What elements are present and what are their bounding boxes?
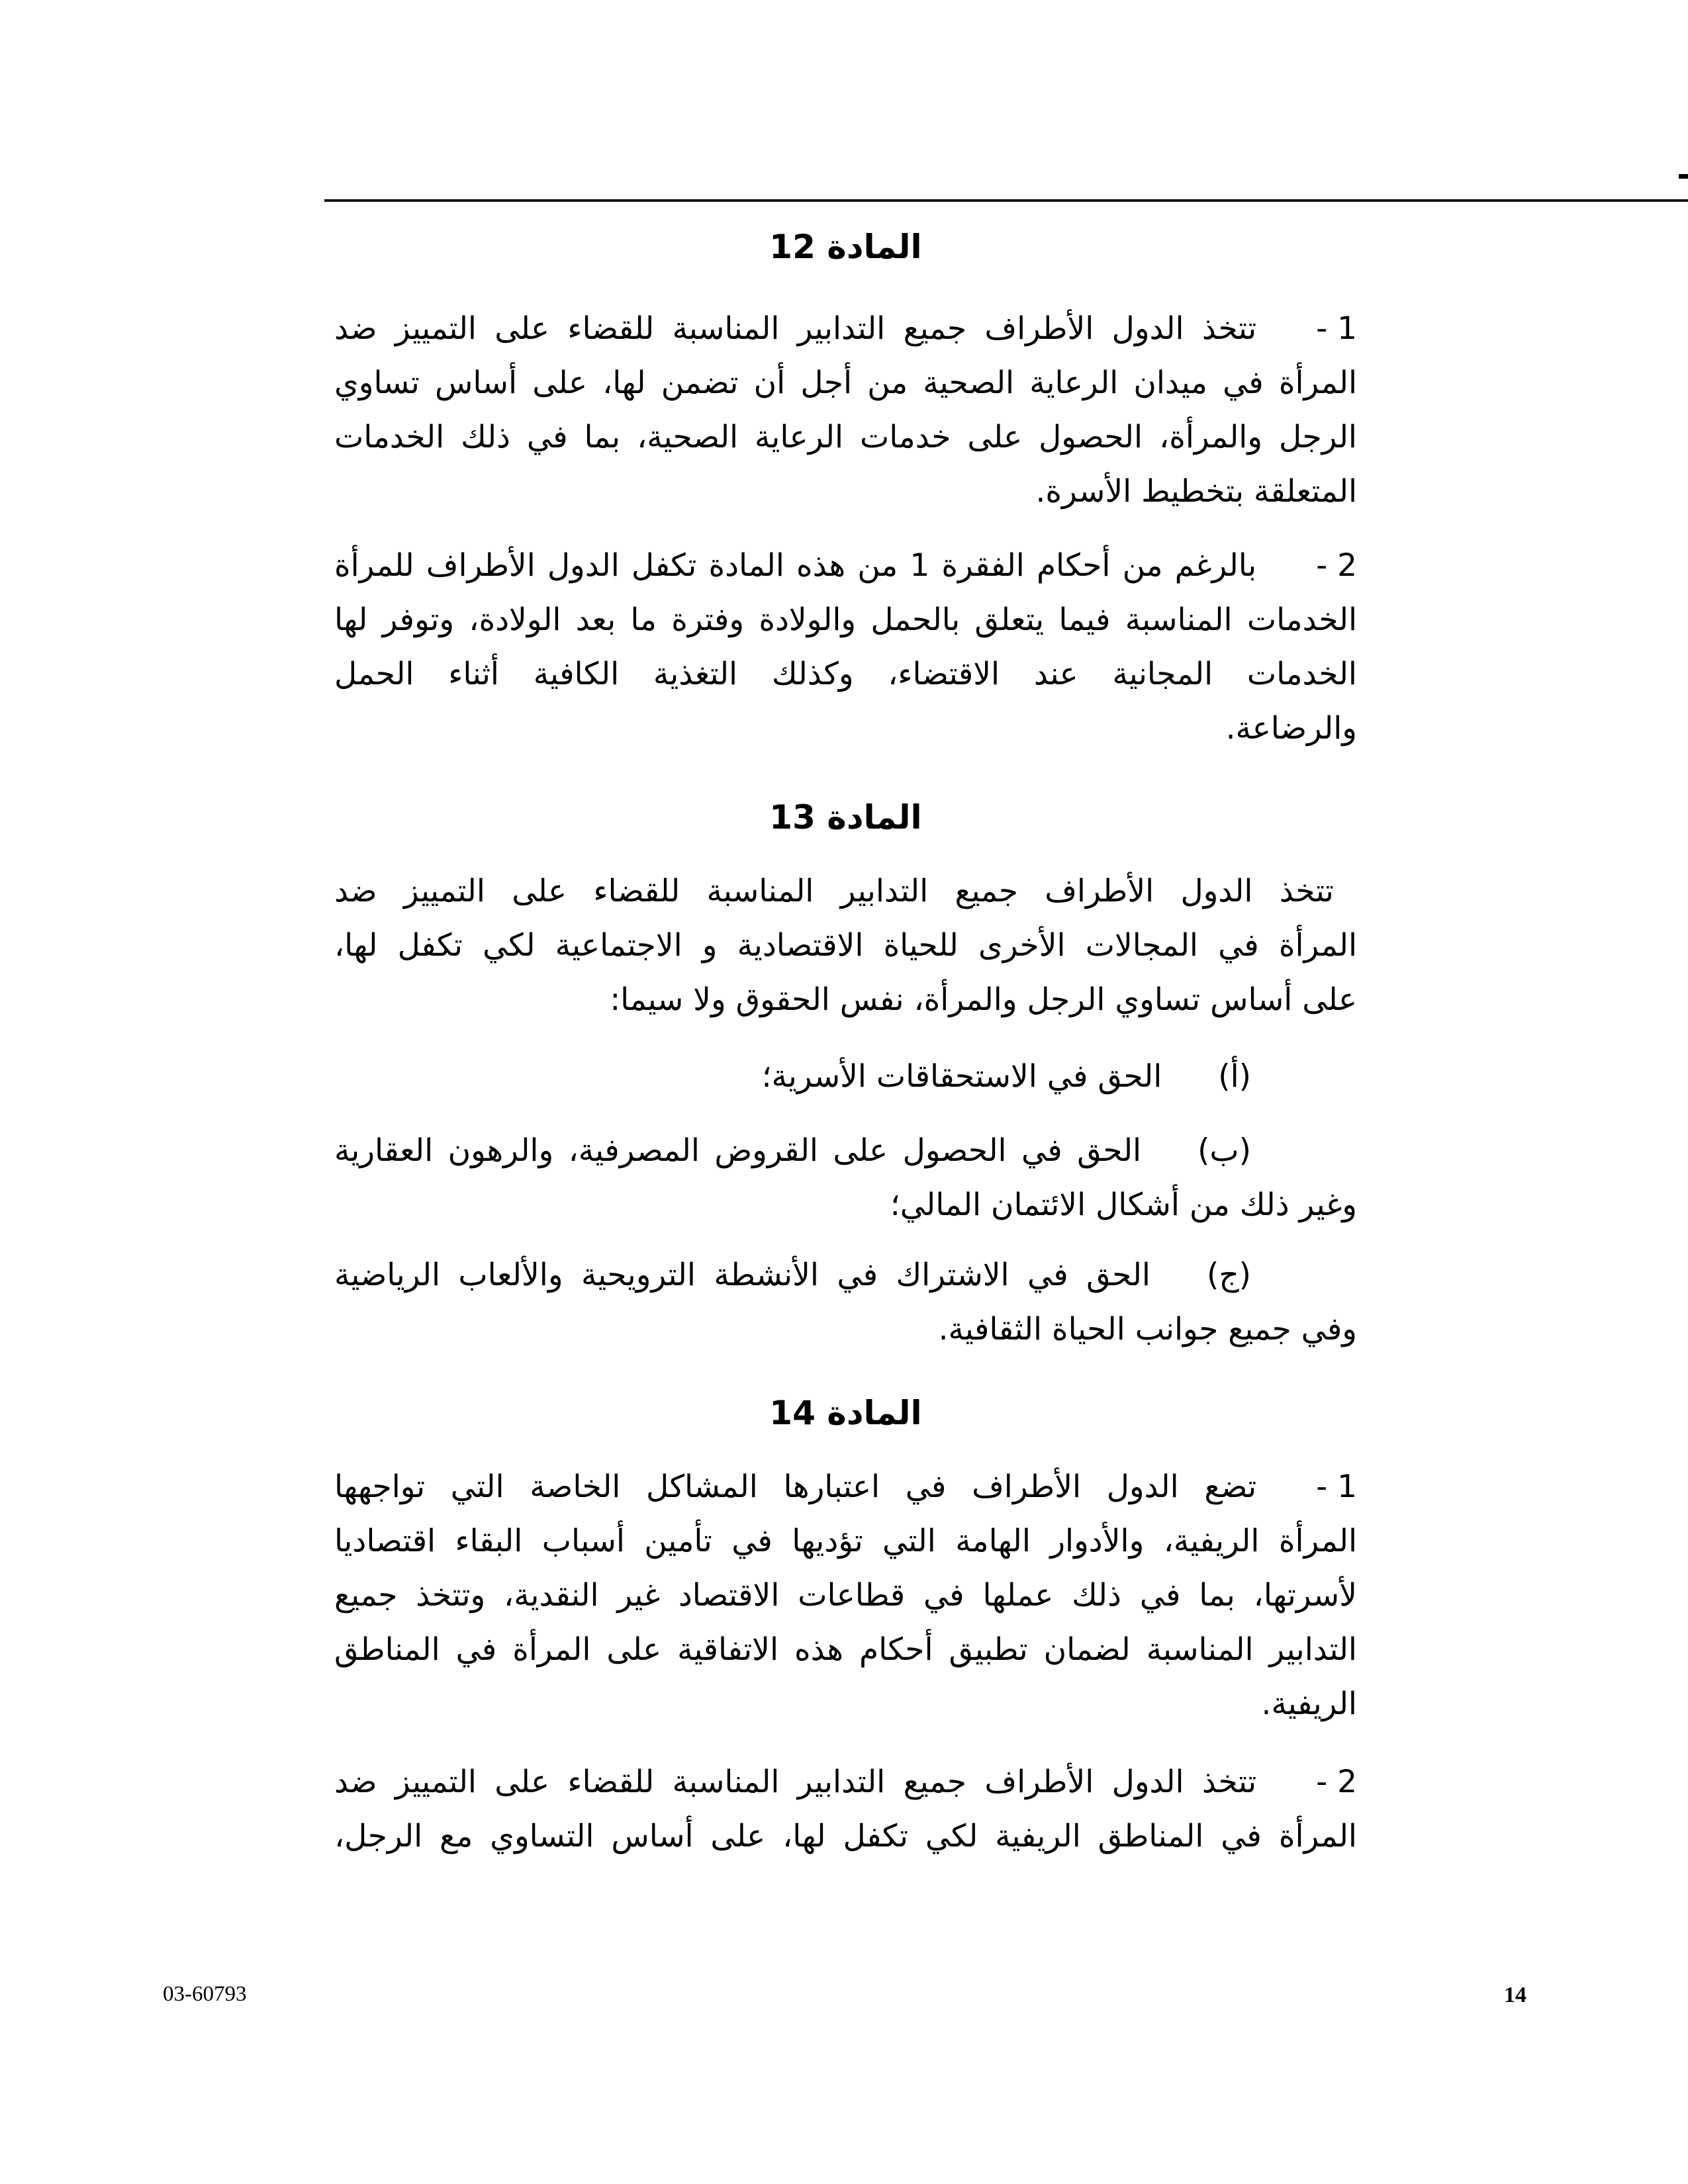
paragraph-line: الخدمات المجانية عند الاقتضاء، وكذلك التغذية الكافية أثناء الحمل: [334, 656, 1357, 692]
paragraph-line: المتعلقة بتخطيط الأسرة.: [1035, 473, 1357, 510]
paragraph-line: الرجل والمرأة، الحصول على خدمات الرعاية الصحية، بما في ذلك الخدمات: [334, 419, 1357, 455]
article-12-paragraph-1: [334, 302, 1357, 519]
list-item-line: [334, 1124, 1357, 1178]
article-12-paragraph-2: [334, 539, 1357, 756]
article-13-item-a: [334, 1050, 1357, 1104]
list-item-marker: (ب): [1197, 1132, 1251, 1169]
paragraph-line: على أساس تساوي الرجل والمرأة، نفس الحقوق ولا سيما:: [610, 981, 1357, 1018]
paragraph-number: 1 -: [1316, 310, 1357, 347]
paragraph-number: 2 -: [1316, 1764, 1357, 1800]
footer-document-symbol: 03-60793: [163, 1982, 247, 2006]
paragraph-line: المرأة الريفية، والأدوار الهامة التي تؤديها في تأمين أسباب البقاء اقتصاديا: [334, 1523, 1357, 1559]
paragraph-number: 2 -: [1316, 547, 1357, 584]
footer-page-number: 14: [1504, 1983, 1526, 2007]
list-item-line: [334, 1248, 1357, 1302]
paragraph-line: لأسرتها، بما في ذلك عملها في قطاعات الاقتصاد غير النقدية، وتتخذ جميع: [334, 1577, 1357, 1614]
list-item-text: الحق في الحصول على القروض المصرفية، والرهون العقارية: [334, 1132, 1142, 1169]
article-13-item-b: [334, 1124, 1357, 1232]
paragraph-line: والرضاعة.: [1225, 710, 1357, 747]
article-13-item-c: [334, 1248, 1357, 1357]
paragraph-line: الريفية.: [1261, 1686, 1357, 1722]
paragraph-line: المرأة في المناطق الريفية لكي تكفل لها، على أساس التساوي مع الرجل،: [334, 1818, 1357, 1854]
paragraph-line: [334, 1460, 1357, 1514]
article-14-paragraph-2: [334, 1755, 1357, 1864]
paragraph-line: تتخذ الدول الأطراف جميع التدابير المناسبة للقضاء على التمييز ضد: [334, 873, 1334, 909]
article-13-title: المادة 13: [769, 798, 922, 837]
paragraph-line: [334, 1755, 1357, 1809]
paragraph-line: المرأة في ميدان الرعاية الصحية من أجل أن تضمن لها، على أساس تساوي: [334, 365, 1357, 401]
article-14-paragraph-1: [334, 1460, 1357, 1731]
list-item-line: [334, 1050, 1357, 1104]
top-right-dash-mark: [1679, 174, 1688, 179]
list-item-text: الحق في الاستحقاقات الأسرية؛: [761, 1058, 1162, 1095]
article-13-intro: [334, 864, 1357, 1027]
article-12-title: المادة 12: [769, 228, 922, 266]
list-item-marker: (ج): [1206, 1257, 1251, 1293]
document-body: [334, 0, 1357, 1864]
paragraph-number: 1 -: [1316, 1469, 1357, 1505]
paragraph-line: الخدمات المناسبة فيما يتعلق بالحمل والولادة وفترة ما بعد الولادة، وتوفر لها: [334, 602, 1357, 638]
list-item-text: الحق في الاشتراك في الأنشطة الترويحية والألعاب الرياضية: [334, 1257, 1150, 1293]
paragraph-line: المرأة في المجالات الأخرى للحياة الاقتصادية و الاجتماعية لكي تكفل لها،: [334, 927, 1357, 964]
paragraph-text: تتخذ الدول الأطراف جميع التدابير المناسبة للقضاء على التمييز ضد: [334, 1764, 1257, 1800]
paragraph-line: [334, 302, 1357, 356]
list-item-line: وفي جميع جوانب الحياة الثقافية.: [938, 1311, 1357, 1347]
list-item-marker: (أ): [1218, 1058, 1251, 1095]
paragraph-text: تضع الدول الأطراف في اعتبارها المشاكل الخاصة التي تواجهها: [334, 1469, 1257, 1505]
paragraph-text: تتخذ الدول الأطراف جميع التدابير المناسبة للقضاء على التمييز ضد: [334, 310, 1257, 347]
article-14-title: المادة 14: [769, 1394, 922, 1432]
paragraph-line: التدابير المناسبة لضمان تطبيق أحكام هذه الاتفاقية على المرأة في المناطق: [334, 1631, 1357, 1668]
paragraph-line: [334, 539, 1357, 593]
list-item-line: وغير ذلك من أشكال الائتمان المالي؛: [890, 1187, 1357, 1223]
paragraph-text: بالرغم من أحكام الفقرة 1 من هذه المادة تكفل الدول الأطراف للمرأة: [334, 547, 1257, 584]
